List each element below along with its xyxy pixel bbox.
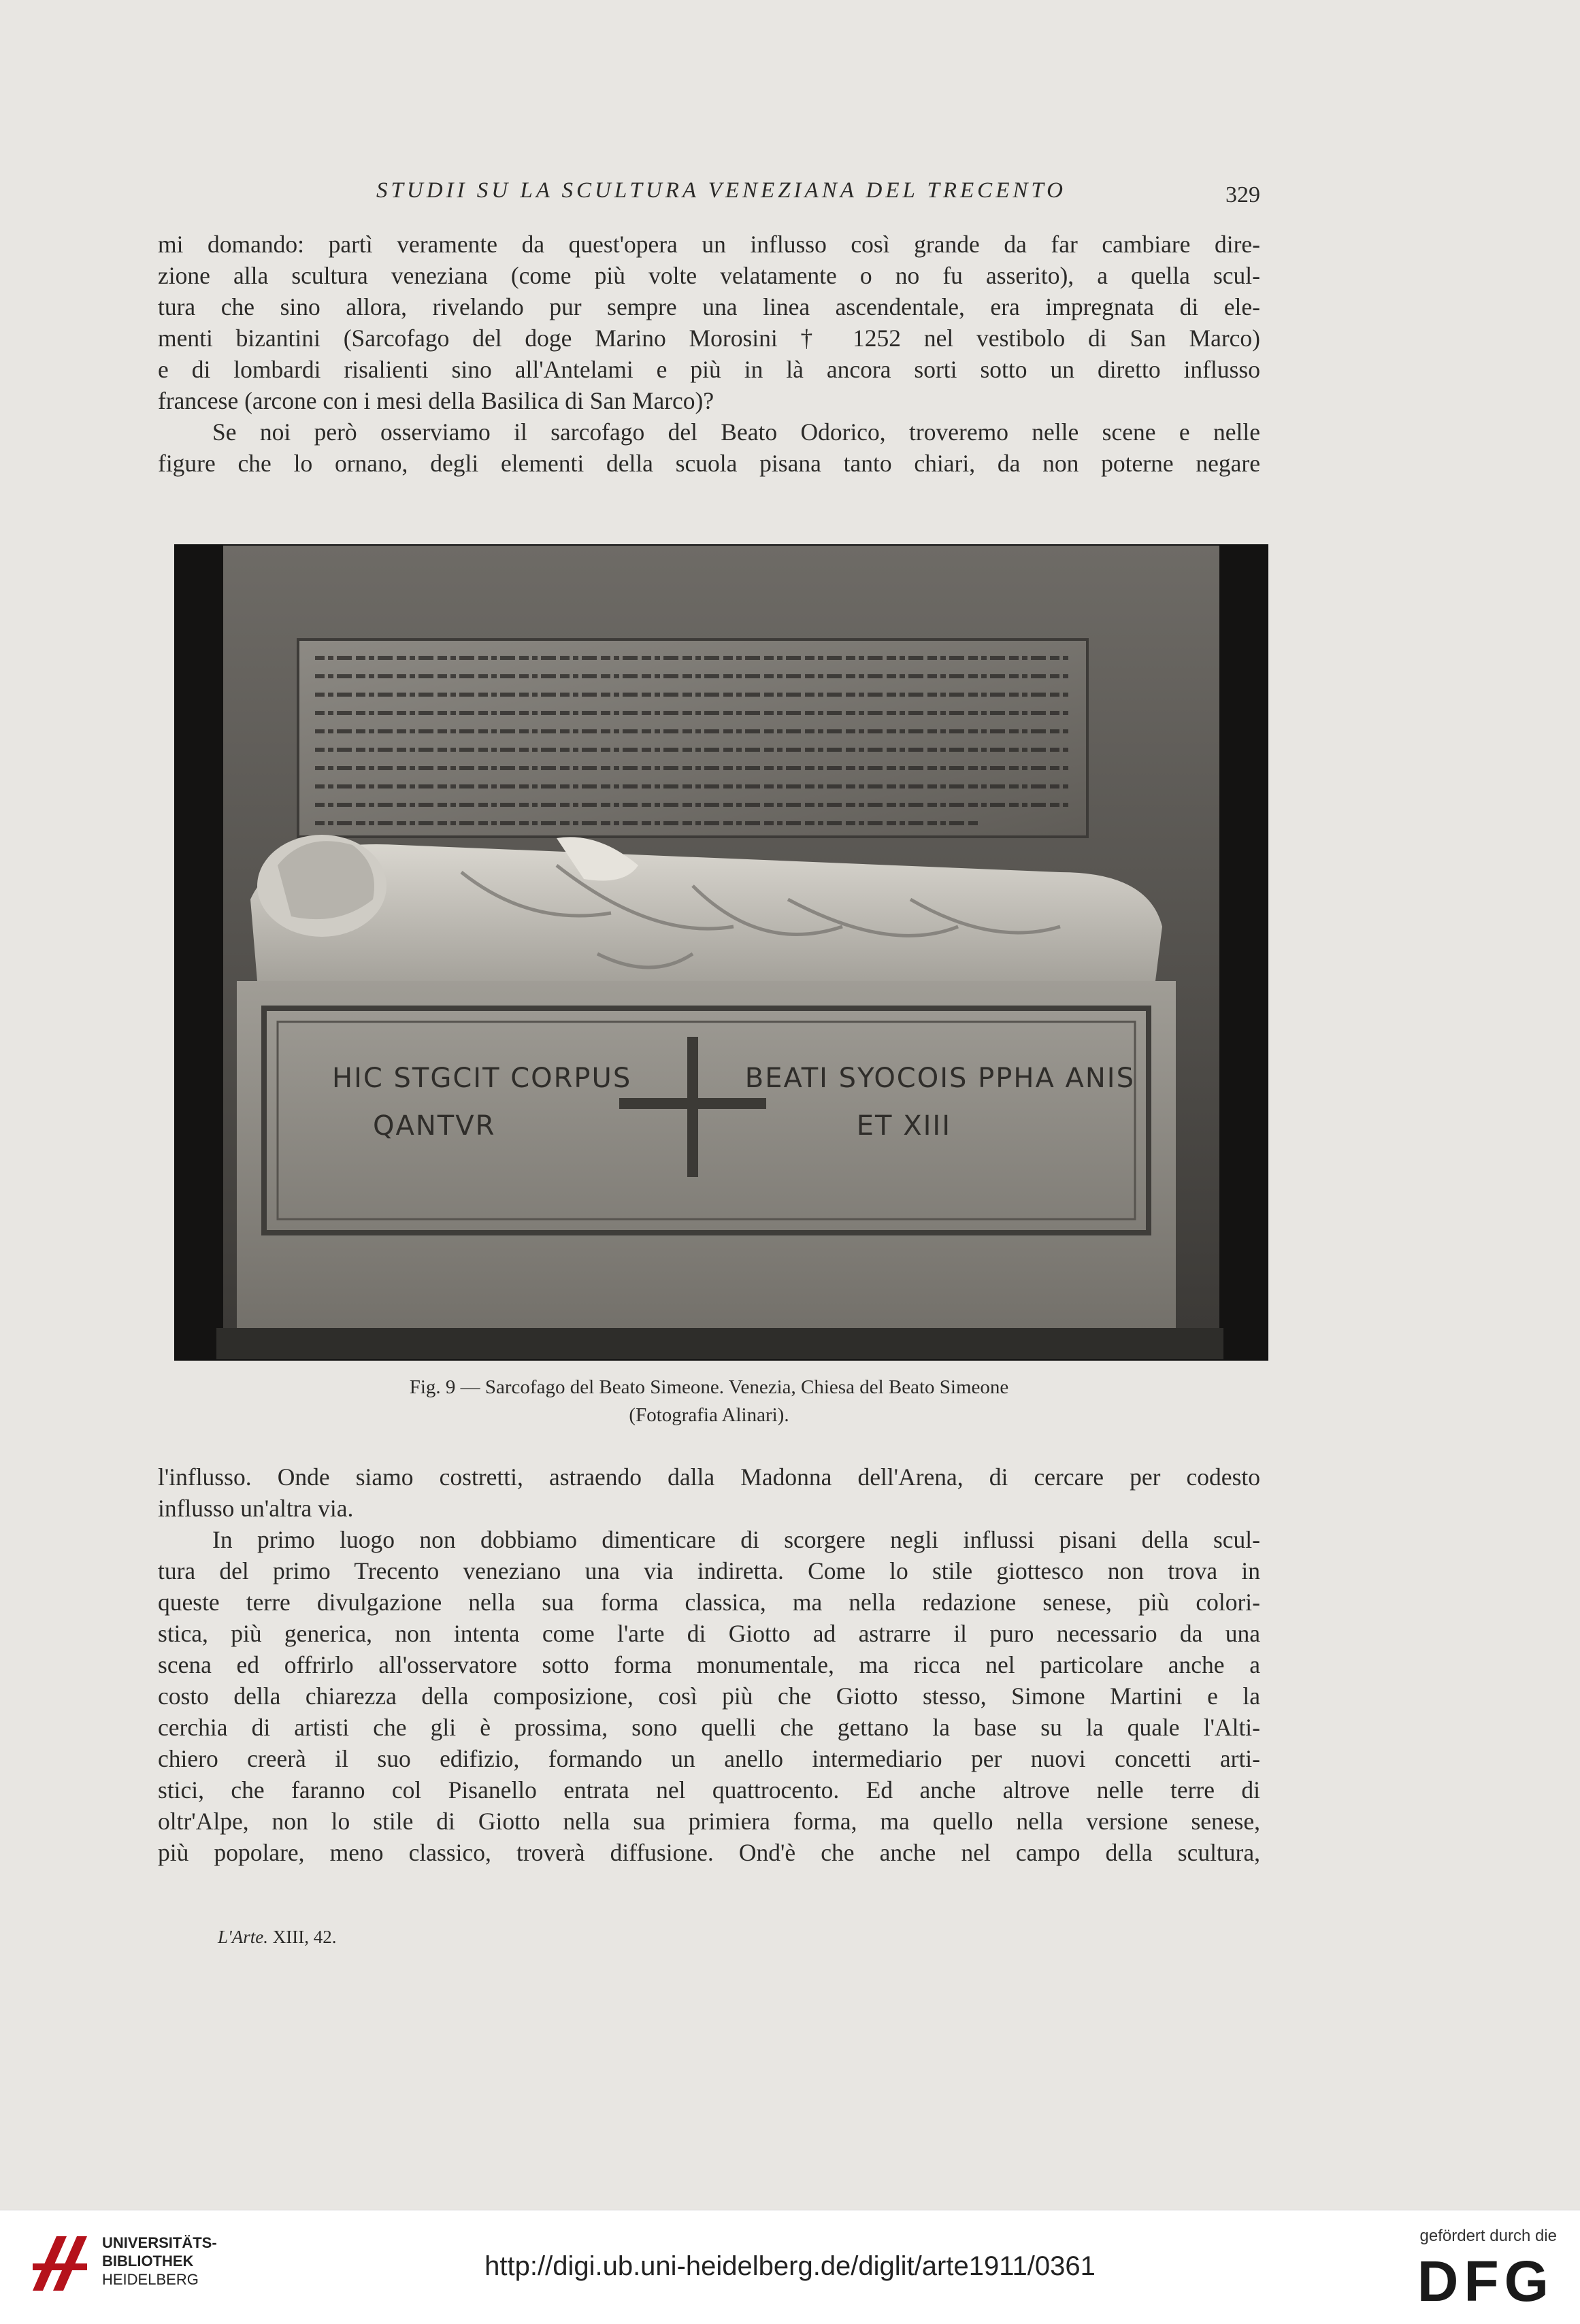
front-inscription [332,1063,1135,1142]
text-line: queste terre divulgazione nella sua forma classica, ma nella redazione senese, più colori- [158,1589,1260,1616]
text-line: francese (arcone con i mesi della Basilica di San Marco)? [158,387,714,414]
dfg-logo: DFG [1417,2249,1554,2313]
text-line: In primo luogo non dobbiamo dimenticare di scorgere negli influssi pisani della scul- [212,1526,1260,1553]
text-block-bottom [158,1461,1260,1868]
text-line: chiero creerà il suo edifizio, formando un anello intermediario per nuovi concetti arti- [158,1745,1260,1772]
journal-volume: XIII, 42. [272,1927,337,1947]
inscription-text: QANTVR [373,1110,496,1142]
text-line: stici, che faranno col Pisanello entrata nel quattrocento. Ed anche altrove nelle terre di [158,1776,1260,1804]
inscription-text: HIC STGCIT CORPUS [332,1063,632,1094]
inscription-text: ET XIII [856,1110,951,1142]
library-name-line: BIBLIOTHEK [102,2253,194,2270]
journal-signature [218,1927,337,1948]
figure-caption: Fig. 9 — Sarcofago del Beato Simeone. Venezia, Chiesa del Beato Simeone [409,1376,1009,1398]
text-line: figure che lo ornano, degli elementi della scuola pisana tanto chiari, da non poterne negare [158,450,1260,477]
text-line: costo della chiarezza della composizione, così più che Giotto stesso, Simone Martini e la [158,1682,1260,1710]
text-line: tura che sino allora, rivelando pur sempre una linea ascendentale, era impregnata di ele- [158,293,1260,320]
inscription-text: BEATI SYOCOIS PPHA ANIS [744,1063,1135,1094]
digitization-banner [0,2210,1580,2324]
figure-caption-credit: (Fotografia Alinari). [629,1404,789,1426]
running-header: STUDII SU LA SCULTURA VENEZIANA DEL TRECENTO [376,178,1066,203]
text-line: l'influsso. Onde siamo costretti, astraendo dalla Madonna dell'Arena, di cercare per codesto [158,1463,1260,1491]
text-line: menti bizantini (Sarcofago del doge Marino Morosini † 1252 nel vestibolo di San Marco) [158,325,1260,352]
text-line: Se noi però osserviamo il sarcofago del Beato Odorico, troveremo nelle scene e nelle [212,418,1260,446]
permalink-url[interactable]: http://digi.ub.uni-heidelberg.de/diglit/arte1911/0361 [484,2251,1096,2281]
text-line: mi domando: partì veramente da quest'opera un influsso così grande da far cambiare dire- [158,231,1260,258]
text-line: cerchia di artisti che gli è prossima, sono quelli che gettano la base su la quale l'Alti- [158,1714,1260,1741]
library-name-line: UNIVERSITÄTS- [102,2234,217,2251]
text-line: più popolare, meno classico, troverà diffusione. Ond'è che anche nel campo della scultura, [158,1839,1260,1866]
text-line: zione alla scultura veneziana (come più volte velatamente o no fu asserito), a quella scul- [158,262,1260,289]
text-line: tura del primo Trecento veneziano una via indiretta. Come lo stile giottesco non trova in [158,1557,1260,1584]
text-line: stica, più generica, non intenta come l'arte di Giotto ad astrarre il puro necessario da una [158,1620,1260,1647]
journal-title: L'Arte. [218,1927,269,1947]
text-line: influsso un'altra via. [158,1495,354,1522]
library-name-line: HEIDELBERG [102,2271,199,2288]
sponsor-label: gefördert durch die [1419,2227,1557,2245]
text-line: scena ed offrirlo all'osservatore sotto forma monumentale, ma ricca nel particolare anche a [158,1651,1260,1678]
text-block-top [158,229,1260,479]
page-number: 329 [1225,182,1260,208]
sarcophagus-photograph [174,544,1268,1361]
text-line: oltr'Alpe, non lo stile di Giotto nella sua primiera forma, ma quello nella versione senese, [158,1808,1260,1835]
text-line: e di lombardi risalienti sino all'Antelami e più in là ancora sorti sotto un diretto influsso [158,356,1260,383]
